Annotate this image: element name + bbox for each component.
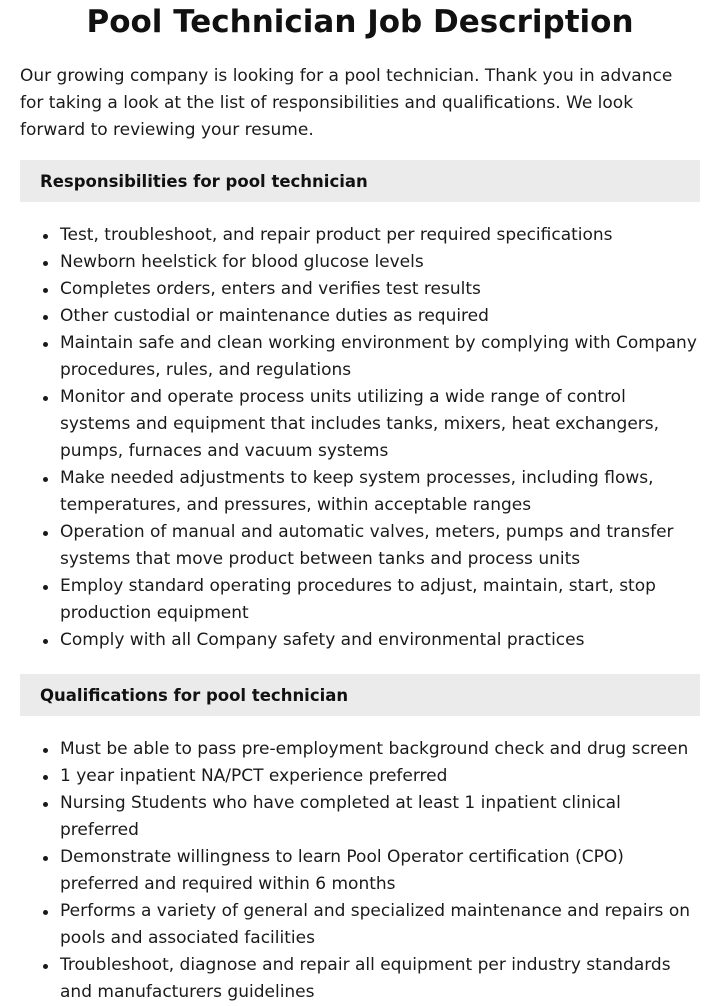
qualifications-list — [20, 736, 700, 1006]
list-item: Employ standard operating procedures to adjust, maintain, start, stop production equipment — [60, 573, 700, 627]
list-item: Troubleshoot, diagnose and repair all equipment per industry standards and manufacturers guidelines — [60, 952, 700, 1006]
list-item: Make needed adjustments to keep system processes, including flows, temperatures, and pressures, within acceptable ranges — [60, 465, 700, 519]
list-item: Nursing Students who have completed at least 1 inpatient clinical preferred — [60, 790, 700, 844]
responsibilities-list — [20, 222, 700, 654]
list-item: Completes orders, enters and verifies test results — [60, 276, 700, 303]
responsibilities-heading: Responsibilities for pool technician — [20, 160, 700, 202]
list-item: Operation of manual and automatic valves, meters, pumps and transfer systems that move product between tanks and process units — [60, 519, 700, 573]
list-item: Demonstrate willingness to learn Pool Operator certification (CPO) preferred and required within 6 months — [60, 844, 700, 898]
list-item: Maintain safe and clean working environment by complying with Company procedures, rules, and regulations — [60, 330, 700, 384]
list-item: Performs a variety of general and specialized maintenance and repairs on pools and associated facilities — [60, 898, 700, 952]
qualifications-heading: Qualifications for pool technician — [20, 674, 700, 716]
list-item: Other custodial or maintenance duties as required — [60, 303, 700, 330]
list-item: Test, troubleshoot, and repair product per required specifications — [60, 222, 700, 249]
intro-paragraph: Our growing company is looking for a pool technician. Thank you in advance for taking a look at the list of responsibilities and qualifications. We look forward to reviewing your resume. — [20, 66, 673, 140]
list-item: Monitor and operate process units utilizing a wide range of control systems and equipment that includes tanks, mixers, heat exchangers, pumps, furnaces and vacuum systems — [60, 384, 700, 465]
list-item: Newborn heelstick for blood glucose levels — [60, 249, 700, 276]
list-item: Comply with all Company safety and environmental practices — [60, 627, 700, 654]
page-title: Pool Technician Job Description — [86, 4, 634, 40]
list-item: Must be able to pass pre-employment background check and drug screen — [60, 736, 700, 763]
list-item: 1 year inpatient NA/PCT experience preferred — [60, 763, 700, 790]
